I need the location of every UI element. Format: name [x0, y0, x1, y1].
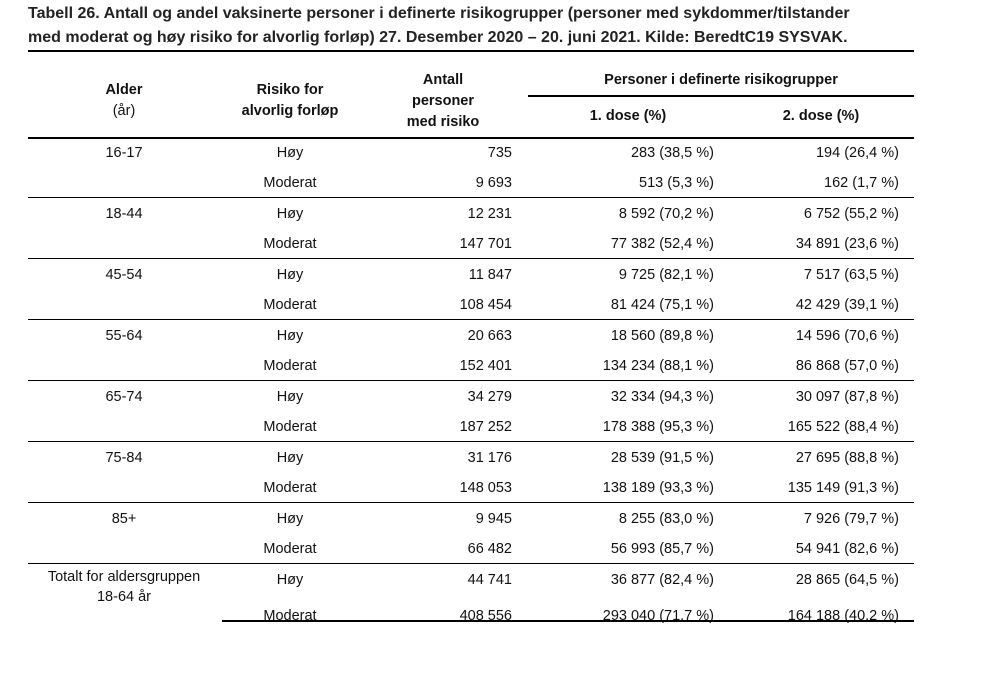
count-cell: 408 556	[459, 608, 512, 624]
risk-cell: Høy	[276, 450, 304, 466]
age-cell: 16-17	[105, 145, 143, 161]
risk-cell: Moderat	[263, 297, 317, 313]
risk-cell: Moderat	[263, 419, 317, 435]
dose1-cell: 77 382 (52,4 %)	[610, 236, 714, 252]
risk-cell: Høy	[276, 206, 304, 222]
risk-cell: Moderat	[263, 175, 317, 191]
table-body	[0, 137, 991, 630]
total-age-line2: 18-64 år	[96, 589, 151, 605]
dose2-cell: 7 517 (63,5 %)	[803, 267, 899, 283]
age-cell: 45-54	[105, 267, 143, 283]
header-count	[378, 70, 508, 133]
dose1-cell: 8 255 (83,0 %)	[618, 511, 714, 527]
risk-cell: Moderat	[263, 608, 317, 624]
risk-cell: Høy	[276, 267, 304, 283]
header-count-line1: Antall	[422, 72, 464, 88]
dose1-cell: 28 539 (91,5 %)	[610, 450, 714, 466]
header-count-line3: med risiko	[406, 114, 480, 130]
table-bottom-rule	[222, 620, 914, 622]
header-age-unit: (år)	[112, 103, 136, 119]
age-cell: 65-74	[105, 389, 143, 405]
count-cell: 187 252	[459, 419, 512, 435]
age-cell: 55-64	[105, 328, 143, 344]
dose2-cell: 165 522 (88,4 %)	[787, 419, 899, 435]
dose1-cell: 293 040 (71,7 %)	[602, 608, 714, 624]
caption-rule	[28, 50, 914, 52]
total-age-cell	[28, 567, 220, 607]
risk-cell: Høy	[276, 511, 304, 527]
count-cell: 108 454	[459, 297, 512, 313]
count-cell: 152 401	[459, 358, 512, 374]
risk-cell: Høy	[276, 145, 304, 161]
dose1-cell: 36 877 (82,4 %)	[610, 572, 714, 588]
header-risk-line2: alvorlig forløp	[241, 103, 339, 119]
age-group-row	[0, 442, 991, 503]
dose2-cell: 28 865 (64,5 %)	[795, 572, 899, 588]
age-cell: 18-44	[105, 206, 143, 222]
risk-cell: Høy	[276, 389, 304, 405]
count-cell: 11 847	[468, 267, 512, 283]
total-age-line1: Totalt for aldersgruppen	[47, 569, 201, 585]
dose1-cell: 138 189 (93,3 %)	[602, 480, 714, 496]
risk-cell: Høy	[276, 328, 304, 344]
age-cell: 75-84	[105, 450, 143, 466]
risk-cell: Moderat	[263, 358, 317, 374]
dose2-cell: 86 868 (57,0 %)	[795, 358, 899, 374]
dose2-cell: 30 097 (87,8 %)	[795, 389, 899, 405]
caption-line-1: Tabell 26. Antall og andel vaksinerte personer i definerte risikogrupper (personer med sykdommer/tilstander	[28, 5, 850, 22]
header-group-title: Personer i definerte risikogrupper	[604, 72, 838, 88]
dose2-cell: 7 926 (79,7 %)	[803, 511, 899, 527]
total-group-row	[0, 564, 991, 630]
dose2-cell: 34 891 (23,6 %)	[795, 236, 899, 252]
dose2-cell: 27 695 (88,8 %)	[795, 450, 899, 466]
age-group-row	[0, 381, 991, 442]
count-cell: 44 741	[467, 572, 512, 588]
dose2-cell: 162 (1,7 %)	[824, 175, 899, 191]
dose1-cell: 8 592 (70,2 %)	[618, 206, 714, 222]
risk-cell: Moderat	[263, 480, 317, 496]
dose1-cell: 32 334 (94,3 %)	[610, 389, 714, 405]
age-group-row	[0, 320, 991, 381]
count-cell: 20 663	[467, 328, 512, 344]
dose2-cell: 42 429 (39,1 %)	[795, 297, 899, 313]
count-cell: 12 231	[467, 206, 512, 222]
dose1-cell: 18 560 (89,8 %)	[610, 328, 714, 344]
dose1-cell: 9 725 (82,1 %)	[618, 267, 714, 283]
header-risk	[222, 80, 358, 122]
age-group-row	[0, 503, 991, 564]
age-group-row	[0, 137, 991, 198]
count-cell: 66 482	[467, 541, 512, 557]
age-group-row	[0, 198, 991, 259]
count-cell: 735	[487, 145, 512, 161]
header-dose1: 1. dose (%)	[589, 108, 667, 124]
risk-cell: Moderat	[263, 541, 317, 557]
dose1-cell: 134 234 (88,1 %)	[602, 358, 714, 374]
count-cell: 31 176	[467, 450, 512, 466]
risk-cell: Høy	[276, 572, 304, 588]
count-cell: 9 693	[475, 175, 512, 191]
age-group-row	[0, 259, 991, 320]
age-cell: 85+	[111, 511, 137, 527]
header-age	[28, 80, 220, 122]
caption-line-2: med moderat og høy risiko for alvorlig forløp) 27. Desember 2020 – 20. juni 2021. Kilde: BeredtC19 SYSVAK.	[28, 29, 848, 46]
count-cell: 34 279	[467, 389, 512, 405]
header-group-rule	[528, 95, 914, 97]
count-cell: 147 701	[459, 236, 512, 252]
dose1-cell: 81 424 (75,1 %)	[610, 297, 714, 313]
dose1-cell: 513 (5,3 %)	[639, 175, 714, 191]
dose2-cell: 194 (26,4 %)	[815, 145, 899, 161]
risk-cell: Moderat	[263, 236, 317, 252]
dose2-cell: 54 941 (82,6 %)	[795, 541, 899, 557]
dose1-cell: 283 (38,5 %)	[630, 145, 714, 161]
dose1-cell: 178 388 (95,3 %)	[602, 419, 714, 435]
header-count-line2: personer	[411, 93, 475, 109]
dose2-cell: 14 596 (70,6 %)	[795, 328, 899, 344]
dose2-cell: 135 149 (91,3 %)	[787, 480, 899, 496]
header-risk-line1: Risiko for	[256, 82, 324, 98]
count-cell: 9 945	[475, 511, 512, 527]
dose2-cell: 164 188 (40,2 %)	[787, 608, 899, 624]
table-caption	[28, 2, 928, 50]
header-age-label: Alder	[105, 82, 143, 98]
dose1-cell: 56 993 (85,7 %)	[610, 541, 714, 557]
count-cell: 148 053	[459, 480, 512, 496]
dose2-cell: 6 752 (55,2 %)	[803, 206, 899, 222]
header-dose2: 2. dose (%)	[782, 108, 860, 124]
